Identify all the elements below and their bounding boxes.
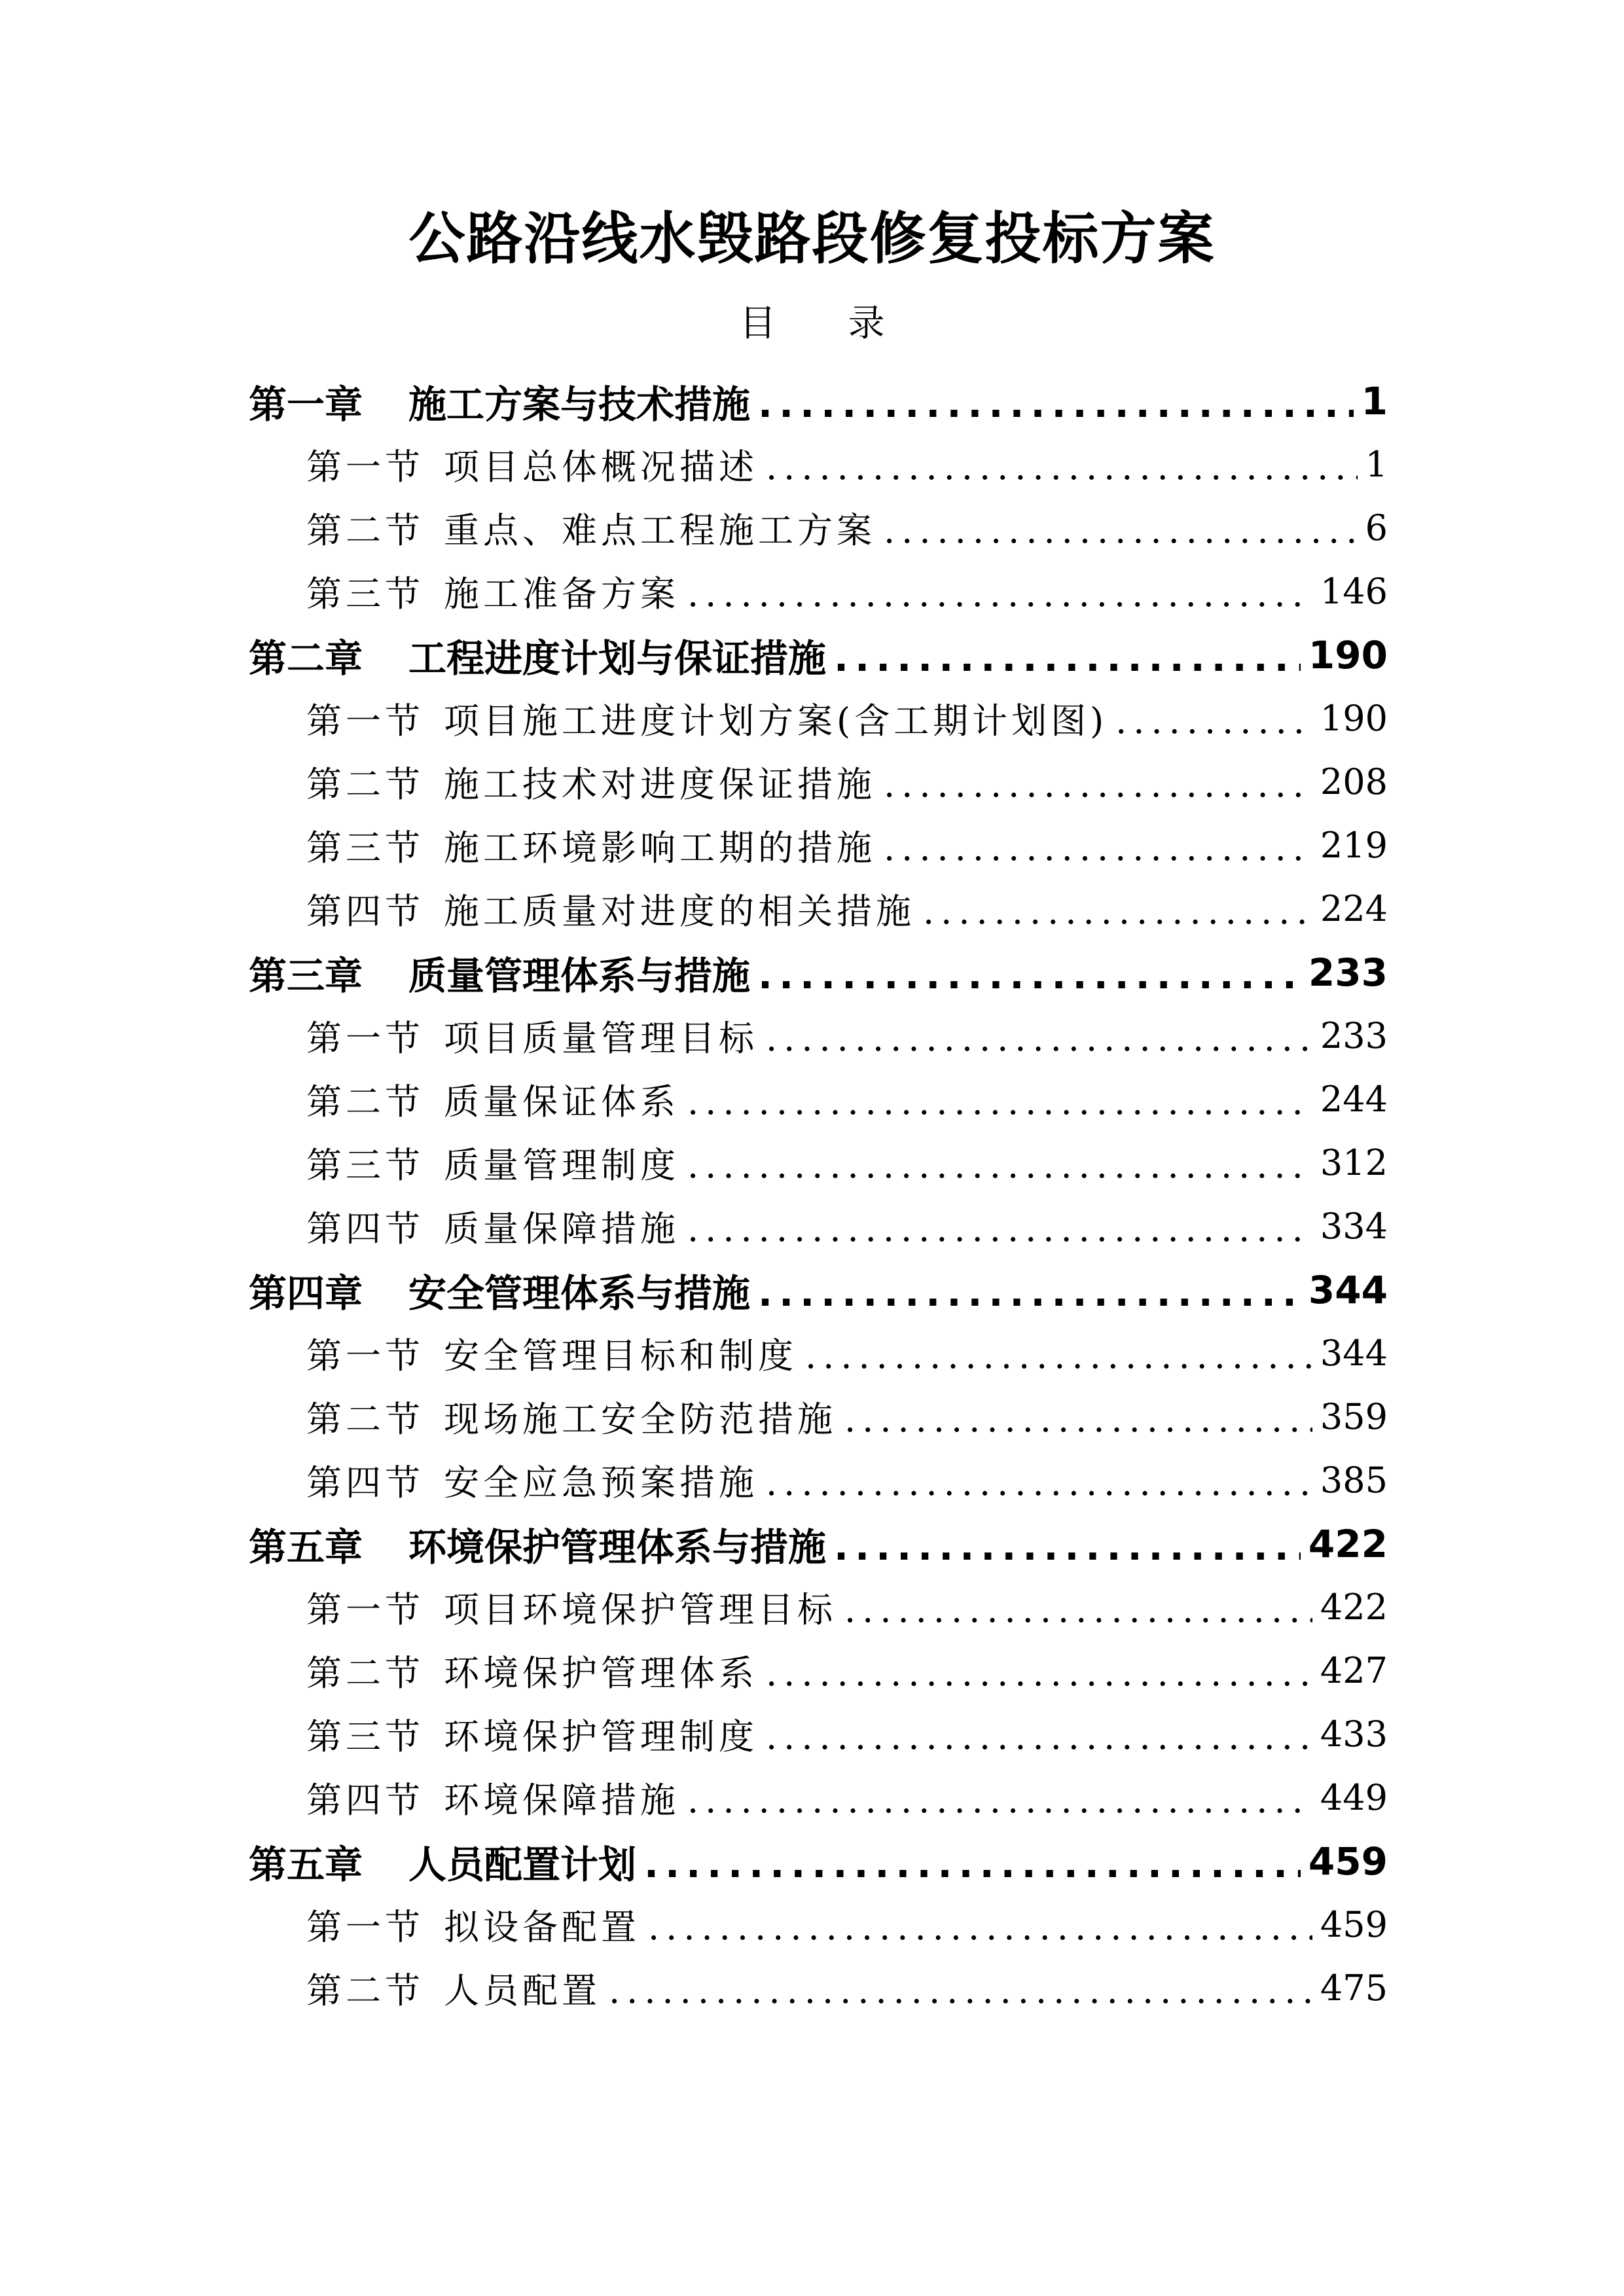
- toc-dot-leader: [609, 1970, 1312, 2011]
- toc-entry-title: 项目环境保护管理目标: [444, 1589, 837, 1630]
- toc-entry-title: 人员配置: [444, 1970, 601, 2011]
- toc-page-number: 1: [1361, 378, 1388, 423]
- toc-entry-label: [249, 1263, 750, 1318]
- toc-section-entry[interactable]: [249, 1004, 1388, 1067]
- toc-entry-number: 第二节: [306, 764, 424, 805]
- toc-page-number: 459: [1320, 1904, 1388, 1945]
- toc-entry-title: 施工环境影响工期的措施: [444, 827, 876, 869]
- toc-entry-number: 第三节: [306, 1716, 424, 1757]
- toc-entry-number: 第四章: [249, 1270, 363, 1316]
- toc-page-number: 427: [1320, 1650, 1388, 1691]
- toc-dot-leader: [648, 1907, 1312, 1948]
- toc-entry-title: 安全管理目标和制度: [444, 1335, 797, 1376]
- toc-chapter-entry[interactable]: [249, 623, 1388, 687]
- toc-section-entry[interactable]: [249, 560, 1388, 623]
- document-title: 公路沿线水毁路段修复投标方案: [408, 206, 1216, 272]
- toc-entry-number: 第四节: [306, 1462, 424, 1503]
- toc-dot-leader: [687, 1208, 1312, 1249]
- toc-page-number: 385: [1320, 1460, 1388, 1501]
- toc-dot-leader: [766, 1018, 1312, 1059]
- toc-entry-number: 第一节: [306, 1018, 424, 1059]
- toc-page-number: 312: [1320, 1142, 1388, 1183]
- toc-chapter-entry[interactable]: [249, 1512, 1388, 1575]
- toc-section-entry[interactable]: [249, 814, 1388, 877]
- toc-dot-leader: [766, 1462, 1312, 1503]
- toc-entry-label: [306, 1582, 837, 1632]
- toc-heading: [0, 295, 1624, 353]
- toc-chapter-entry[interactable]: [249, 1829, 1388, 1893]
- toc-entry-label: [306, 1899, 640, 1950]
- toc-entry-title: 项目质量管理目标: [444, 1018, 758, 1059]
- toc-entry-title: 安全管理体系与措施: [408, 1270, 751, 1316]
- toc-entry-label: [306, 820, 876, 870]
- toc-dot-leader: [758, 382, 1354, 426]
- toc-entry-label: [306, 439, 758, 490]
- toc-entry-number: 第一节: [306, 1335, 424, 1376]
- toc-heading-char-2: 录: [848, 302, 885, 345]
- toc-section-entry[interactable]: [249, 496, 1388, 560]
- toc-entry-number: 第三节: [306, 1145, 424, 1186]
- toc-entry-title: 项目总体概况描述: [444, 446, 758, 488]
- toc-page-number: 224: [1320, 888, 1388, 929]
- toc-entry-number: 第三节: [306, 827, 424, 869]
- toc-page-number: 190: [1308, 632, 1388, 677]
- toc-entry-label: [306, 693, 1108, 744]
- table-of-contents: [249, 369, 1388, 2020]
- toc-entry-label: [249, 1516, 826, 1571]
- toc-entry-title: 环境保护管理体系: [444, 1653, 758, 1694]
- toc-page-number: 146: [1320, 571, 1388, 612]
- toc-section-entry[interactable]: [249, 433, 1388, 496]
- toc-entry-title: 安全应急预案措施: [444, 1462, 758, 1503]
- toc-dot-leader: [884, 764, 1312, 805]
- toc-page-number: 359: [1320, 1396, 1388, 1437]
- toc-entry-number: 第四节: [306, 1208, 424, 1249]
- toc-entry-title: 环境保护管理体系与措施: [408, 1524, 827, 1570]
- toc-dot-leader: [884, 827, 1312, 869]
- toc-entry-number: 第二节: [306, 1653, 424, 1694]
- toc-entry-label: [306, 1201, 679, 1251]
- toc-entry-label: [306, 1328, 797, 1378]
- toc-page-number: 433: [1320, 1713, 1388, 1755]
- toc-dot-leader: [766, 446, 1358, 488]
- toc-section-entry[interactable]: [249, 1575, 1388, 1639]
- toc-entry-title: 施工方案与技术措施: [408, 382, 751, 427]
- toc-entry-title: 施工准备方案: [444, 573, 679, 615]
- toc-section-entry[interactable]: [249, 1194, 1388, 1258]
- toc-entry-number: 第一节: [306, 1907, 424, 1948]
- toc-dot-leader: [687, 1145, 1312, 1186]
- toc-entry-title: 施工质量对进度的相关措施: [444, 891, 915, 932]
- toc-entry-title: 环境保障措施: [444, 1780, 679, 1821]
- toc-dot-leader: [834, 1524, 1301, 1569]
- toc-entry-title: 拟设备配置: [444, 1907, 640, 1948]
- toc-section-entry[interactable]: [249, 1702, 1388, 1766]
- toc-entry-title: 质量保证体系: [444, 1081, 679, 1122]
- toc-page-number: 233: [1320, 1015, 1388, 1056]
- toc-entry-title: 人员配置计划: [408, 1842, 637, 1887]
- toc-entry-title: 现场施工安全防范措施: [444, 1399, 837, 1440]
- toc-entry-number: 第四节: [306, 891, 424, 932]
- toc-entry-label: [306, 566, 679, 617]
- toc-entry-number: 第一节: [306, 446, 424, 488]
- toc-page-number: 6: [1365, 507, 1388, 548]
- toc-entry-title: 环境保护管理制度: [444, 1716, 758, 1757]
- toc-section-entry[interactable]: [249, 1893, 1388, 1956]
- toc-entry-number: 第五章: [249, 1524, 363, 1570]
- toc-entry-label: [306, 1772, 679, 1823]
- toc-section-entry[interactable]: [249, 877, 1388, 941]
- toc-entry-title: 施工技术对进度保证措施: [444, 764, 876, 805]
- toc-entry-label: [306, 884, 915, 934]
- toc-entry-label: [306, 1074, 679, 1124]
- toc-page-number: 219: [1320, 825, 1388, 866]
- toc-section-entry[interactable]: [249, 750, 1388, 814]
- toc-section-entry[interactable]: [249, 1067, 1388, 1131]
- toc-section-entry[interactable]: [249, 687, 1388, 750]
- toc-section-entry[interactable]: [249, 1321, 1388, 1385]
- toc-entry-title: 质量保障措施: [444, 1208, 679, 1249]
- toc-entry-number: 第三章: [249, 953, 363, 998]
- toc-entry-number: 第五章: [249, 1842, 363, 1887]
- toc-page-number: 1: [1365, 444, 1388, 485]
- toc-page-number: 475: [1320, 1967, 1388, 2009]
- toc-dot-leader: [687, 1081, 1312, 1122]
- toc-dot-leader: [644, 1842, 1301, 1886]
- toc-entry-number: 第一章: [249, 382, 363, 427]
- toc-entry-title: 重点、难点工程施工方案: [444, 510, 876, 551]
- toc-section-entry[interactable]: [249, 1448, 1388, 1512]
- toc-entry-number: 第二节: [306, 1399, 424, 1440]
- toc-entry-number: 第二节: [306, 510, 424, 551]
- toc-entry-number: 第四节: [306, 1780, 424, 1821]
- toc-section-entry[interactable]: [249, 1639, 1388, 1702]
- toc-entry-number: 第二章: [249, 636, 363, 681]
- toc-entry-number: 第一节: [306, 1589, 424, 1630]
- toc-entry-label: [306, 1391, 837, 1442]
- toc-entry-label: [306, 503, 876, 553]
- toc-dot-leader: [834, 636, 1301, 680]
- toc-dot-leader: [923, 891, 1312, 932]
- toc-entry-label: [306, 1011, 758, 1061]
- toc-entry-number: 第二节: [306, 1081, 424, 1122]
- toc-section-entry[interactable]: [249, 1766, 1388, 1829]
- toc-entry-label: [306, 1645, 758, 1696]
- toc-page-number: 190: [1320, 698, 1388, 739]
- toc-entry-title: 质量管理制度: [444, 1145, 679, 1186]
- toc-dot-leader: [844, 1589, 1312, 1630]
- toc-dot-leader: [805, 1335, 1312, 1376]
- toc-page-number: 244: [1320, 1079, 1388, 1120]
- toc-section-entry[interactable]: [249, 1956, 1388, 2020]
- toc-page-number: 422: [1320, 1587, 1388, 1628]
- toc-page-number: 344: [1320, 1333, 1388, 1374]
- toc-page-number: 233: [1308, 950, 1388, 995]
- toc-page-number: 344: [1308, 1267, 1388, 1312]
- toc-page-number: 334: [1320, 1206, 1388, 1247]
- toc-page-number: 459: [1308, 1839, 1388, 1884]
- toc-dot-leader: [766, 1653, 1312, 1694]
- toc-dot-leader: [687, 573, 1312, 615]
- toc-dot-leader: [758, 953, 1301, 997]
- toc-section-entry[interactable]: [249, 1131, 1388, 1194]
- toc-chapter-entry[interactable]: [249, 1258, 1388, 1321]
- toc-entry-label: [306, 757, 876, 807]
- toc-page-number: 208: [1320, 761, 1388, 802]
- toc-entry-label: [306, 1455, 758, 1505]
- toc-entry-label: [249, 945, 750, 1000]
- toc-section-entry[interactable]: [249, 1385, 1388, 1448]
- toc-dot-leader: [1115, 700, 1312, 742]
- toc-entry-label: [306, 1963, 601, 2013]
- toc-heading-char-1: 目: [739, 302, 776, 345]
- toc-page-number: 422: [1308, 1521, 1388, 1566]
- toc-page-number: 449: [1320, 1777, 1388, 1818]
- toc-dot-leader: [758, 1270, 1301, 1315]
- toc-entry-label: [249, 1834, 636, 1889]
- toc-dot-leader: [766, 1716, 1312, 1757]
- toc-entry-label: [249, 628, 826, 683]
- toc-entry-label: [306, 1138, 679, 1188]
- toc-dot-leader: [687, 1780, 1312, 1821]
- toc-entry-title: 项目施工进度计划方案(含工期计划图): [444, 700, 1108, 742]
- toc-entry-label: [249, 374, 750, 429]
- toc-entry-title: 工程进度计划与保证措施: [408, 636, 827, 681]
- toc-entry-label: [306, 1709, 758, 1759]
- toc-entry-number: 第三节: [306, 573, 424, 615]
- toc-entry-number: 第二节: [306, 1970, 424, 2011]
- toc-dot-leader: [844, 1399, 1312, 1440]
- toc-entry-title: 质量管理体系与措施: [408, 953, 751, 998]
- toc-chapter-entry[interactable]: [249, 941, 1388, 1004]
- toc-entry-number: 第一节: [306, 700, 424, 742]
- toc-dot-leader: [884, 510, 1358, 551]
- toc-chapter-entry[interactable]: [249, 369, 1388, 433]
